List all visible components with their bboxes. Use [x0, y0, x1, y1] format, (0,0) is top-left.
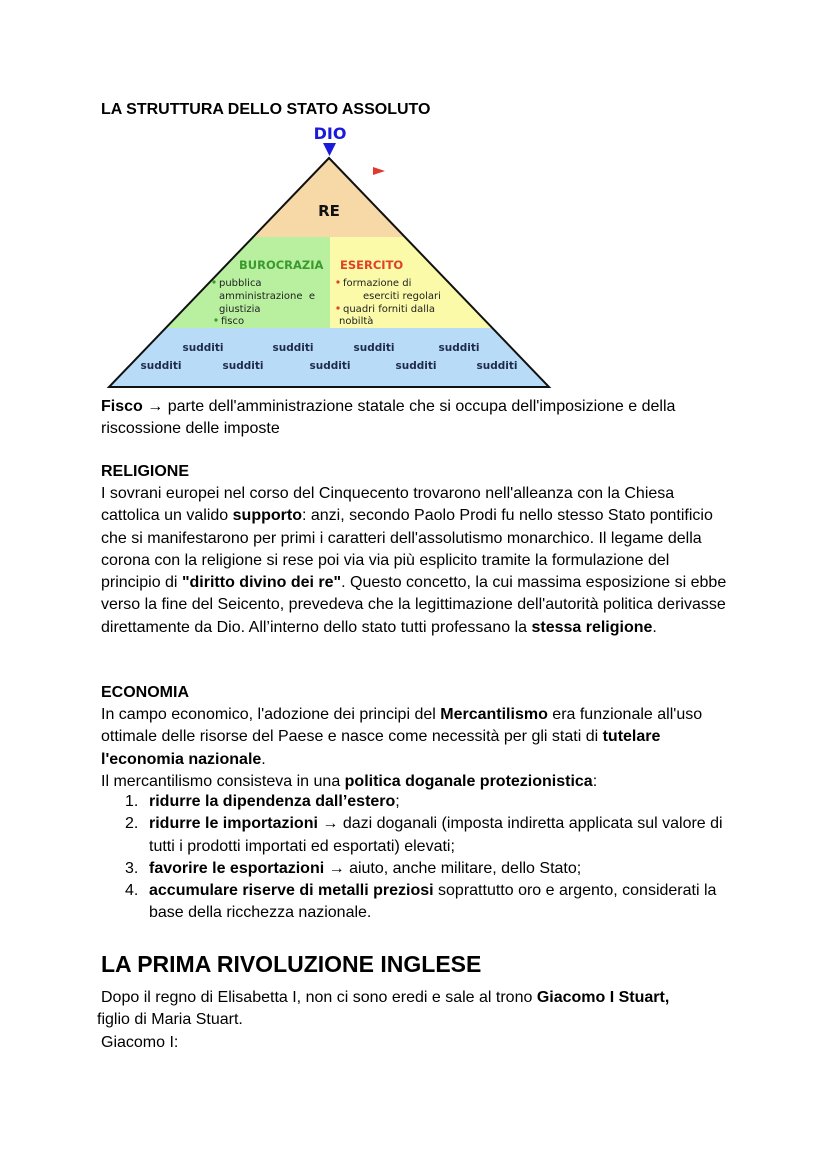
- burocrazia-bullet-1-cont: amministrazione e: [219, 291, 316, 302]
- fisco-term: Fisco: [101, 398, 143, 415]
- bold-text: supporto: [232, 507, 302, 525]
- bold-text: ridurre la dipendenza dall’estero: [149, 793, 396, 810]
- text: :: [592, 772, 598, 790]
- sudditi-label: sudditi: [438, 342, 480, 354]
- esercito-bullet-2-cont: nobiltà: [339, 316, 374, 327]
- bold-text: "diritto divino dei re": [181, 574, 342, 592]
- text: Il mercantilismo consisteva in una: [101, 772, 345, 790]
- bullet-icon: [336, 306, 339, 309]
- text: ;: [395, 793, 400, 810]
- text: era funzionale all'uso ottimale delle risorse del Paese e nasce come necessità per gli stati di: [101, 706, 703, 746]
- economia-heading: ECONOMIA: [101, 684, 189, 701]
- text: Giacomo I:: [101, 1033, 179, 1051]
- religione-paragraph: [101, 483, 731, 639]
- list-number: 4.: [125, 882, 139, 900]
- re-band: [100, 150, 560, 238]
- re-label: RE: [318, 202, 340, 220]
- bullet-icon: [214, 318, 217, 321]
- esercito-bullet-1: formazione di: [343, 278, 412, 289]
- text: .: [261, 750, 266, 768]
- list-item: [125, 880, 749, 925]
- list-number: 3.: [125, 859, 139, 877]
- dio-label: DIO: [313, 124, 347, 143]
- burocrazia-title: BUROCRAZIA: [239, 258, 324, 272]
- text: → dazi doganali (imposta indiretta applicata sul valore di tutti i prodotti importati ed esportati) elevati;: [149, 815, 723, 855]
- list-number: 2.: [125, 815, 139, 833]
- text: → aiuto, anche militare, dello Stato;: [324, 859, 582, 877]
- sudditi-label: sudditi: [395, 360, 437, 372]
- sudditi-label: sudditi: [353, 342, 395, 354]
- esercito-bullet-2: quadri forniti dalla: [343, 304, 435, 315]
- list-number: 1.: [125, 793, 139, 810]
- red-pointer-icon: [373, 167, 385, 175]
- section-title-stato-assoluto: LA STRUTTURA DELLO STATO ASSOLUTO: [101, 101, 431, 118]
- economia-paragraph: [101, 704, 736, 793]
- text: In campo economico, l'adozione dei principi del: [101, 706, 441, 723]
- sudditi-label: sudditi: [140, 360, 182, 372]
- burocrazia-bullet-1: pubblica: [219, 278, 262, 289]
- list-item: [125, 813, 749, 858]
- text: : anzi, secondo Paolo Prodi fu nello stesso Stato pontificio che si manifestarono per primi i caratteri dell'assolutismo monarchico. Il legame della corona con la religione si rese poi via via più esplicito tramite la formulazione del principio di: [101, 507, 713, 592]
- down-arrow-icon: [323, 143, 336, 156]
- fisco-definition-text: parte dell'amministrazione statale che si occupa dell'imposizione e della riscossione delle imposte: [101, 398, 676, 438]
- fisco-definition: [101, 396, 721, 441]
- bold-text: Mercantilismo: [440, 706, 548, 723]
- rivoluzione-heading: LA PRIMA RIVOLUZIONE INGLESE: [101, 951, 482, 977]
- bold-text: stessa religione: [531, 618, 653, 636]
- arrow-icon: →: [147, 398, 164, 415]
- bold-text: Giacomo I Stuart,: [536, 989, 670, 1006]
- sudditi-label: sudditi: [182, 342, 224, 354]
- absolutist-state-pyramid-diagram: [0, 0, 828, 400]
- sudditi-label: sudditi: [309, 360, 351, 372]
- bold-text: tutelare l'economia nazionale: [101, 728, 661, 768]
- religione-heading: RELIGIONE: [101, 463, 190, 480]
- text: soprattutto oro e argento, considerati la base della ricchezza nazionale.: [149, 882, 717, 922]
- burocrazia-bullet-1-cont2: giustizia: [219, 304, 261, 315]
- text: I sovrani europei nel corso del Cinquecento trovarono nell'alleanza con la Chiesa cattolica un valido: [101, 485, 675, 525]
- sudditi-band: [100, 328, 560, 388]
- text: figlio di Maria Stuart.: [97, 1011, 243, 1029]
- burocrazia-bullet-2: fisco: [221, 316, 245, 327]
- list-item: [125, 858, 749, 880]
- bold-text: accumulare riserve di metalli preziosi: [149, 882, 434, 900]
- esercito-title: ESERCITO: [340, 258, 404, 272]
- sudditi-label: sudditi: [476, 360, 518, 372]
- bold-text: ridurre le importazioni: [149, 815, 318, 833]
- text: .: [652, 618, 657, 636]
- text: Dopo il regno di Elisabetta I, non ci sono eredi e sale al trono: [101, 989, 537, 1006]
- esercito-bullet-1-cont: eserciti regolari: [363, 291, 441, 302]
- text: . Questo concetto, la cui massima esposizione si ebbe verso la fine del Seicento, prevedeva che la legittimazione dell'autorità politica derivasse direttamente da Dio. All’interno dello stato tutti professano la: [101, 574, 727, 636]
- sudditi-label: sudditi: [222, 360, 264, 372]
- mercantilism-list: [101, 791, 749, 925]
- bold-text: favorire le esportazioni: [149, 859, 325, 877]
- bullet-icon: [336, 280, 339, 283]
- sudditi-label: sudditi: [272, 342, 314, 354]
- bullet-icon: [212, 280, 215, 283]
- rivoluzione-paragraph: [97, 987, 721, 1054]
- bold-text: politica doganale protezionistica: [344, 772, 593, 790]
- list-item: [125, 791, 749, 813]
